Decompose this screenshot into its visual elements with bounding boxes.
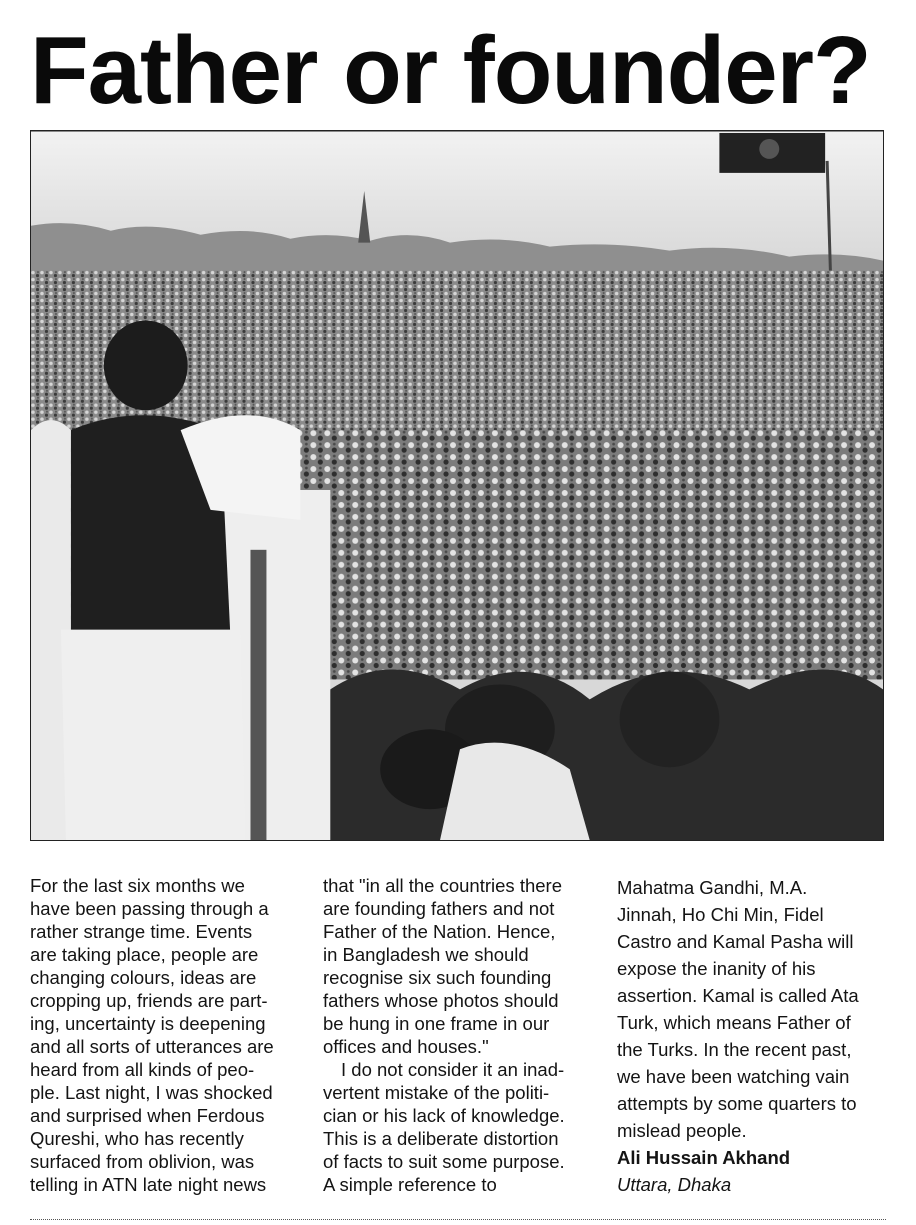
- text-line: rather strange time. Events: [30, 921, 253, 942]
- text-line: surfaced from oblivion, was: [30, 1151, 255, 1172]
- text-line: heard from all kinds of peo-: [30, 1059, 255, 1080]
- text-line: we have been watching vain: [617, 1066, 850, 1087]
- text-line: expose the inanity of his: [617, 958, 816, 979]
- text-line: This is a deliberate distortion: [323, 1128, 559, 1149]
- text-line: attempts by some quarters to: [617, 1093, 857, 1114]
- letter-paragraph-2: [323, 1058, 593, 1196]
- letter-paragraph-2-cont: [617, 874, 892, 1144]
- text-line: are founding fathers and not: [323, 898, 555, 919]
- text-line: be hung in one frame in our: [323, 1013, 550, 1034]
- letter-paragraph-1: [30, 874, 300, 1196]
- text-line: Jinnah, Ho Chi Min, Fidel: [617, 904, 824, 925]
- text-line: in Bangladesh we should: [323, 944, 529, 965]
- text-line: ple. Last night, I was shocked: [30, 1082, 273, 1103]
- letter-column-1: [30, 874, 300, 1196]
- text-line: Mahatma Gandhi, M.A.: [617, 877, 808, 898]
- text-line: assertion. Kamal is called Ata: [617, 985, 859, 1006]
- text-line: the Turks. In the recent past,: [617, 1039, 852, 1060]
- text-line: I do not consider it an inad-: [341, 1059, 565, 1080]
- text-line: fathers whose photos should: [323, 990, 559, 1011]
- text-line: offices and houses.": [323, 1036, 489, 1057]
- text-line: recognise six such founding: [323, 967, 552, 988]
- letter-paragraph-1-cont: [323, 874, 593, 1058]
- text-line: changing colours, ideas are: [30, 967, 257, 988]
- text-line: Turk, which means Father of: [617, 1012, 851, 1033]
- author-name: Ali Hussain Akhand: [617, 1147, 791, 1168]
- text-line: Castro and Kamal Pasha will: [617, 931, 854, 952]
- text-line: ing, uncertainty is deepening: [30, 1013, 266, 1034]
- text-line: telling in ATN late night news: [30, 1174, 267, 1195]
- text-line: For the last six months we: [30, 875, 245, 896]
- text-line: Father of the Nation. Hence,: [323, 921, 556, 942]
- text-line: are taking place, people are: [30, 944, 259, 965]
- author-location: Uttara, Dhaka: [617, 1174, 732, 1195]
- text-line: and surprised when Ferdous: [30, 1105, 265, 1126]
- letter-column-2: [323, 874, 593, 1196]
- text-line: cian or his lack of knowledge.: [323, 1105, 565, 1126]
- text-line: of facts to suit some purpose.: [323, 1151, 565, 1172]
- text-line: cropping up, friends are part-: [30, 990, 268, 1011]
- headline: Father or founder?: [30, 17, 871, 124]
- rally-photo-image: [31, 131, 883, 840]
- rally-photo: [30, 130, 884, 841]
- text-line: Qureshi, who has recently: [30, 1128, 244, 1149]
- letter-column-3: [617, 874, 892, 1198]
- text-line: have been passing through a: [30, 898, 269, 919]
- text-line: mislead people.: [617, 1120, 747, 1141]
- text-line: and all sorts of utterances are: [30, 1036, 274, 1057]
- text-line: A simple reference to: [323, 1174, 497, 1195]
- text-line: that "in all the countries there: [323, 875, 562, 896]
- text-line: vertent mistake of the politi-: [323, 1082, 550, 1103]
- bottom-dotted-divider: [30, 1219, 886, 1220]
